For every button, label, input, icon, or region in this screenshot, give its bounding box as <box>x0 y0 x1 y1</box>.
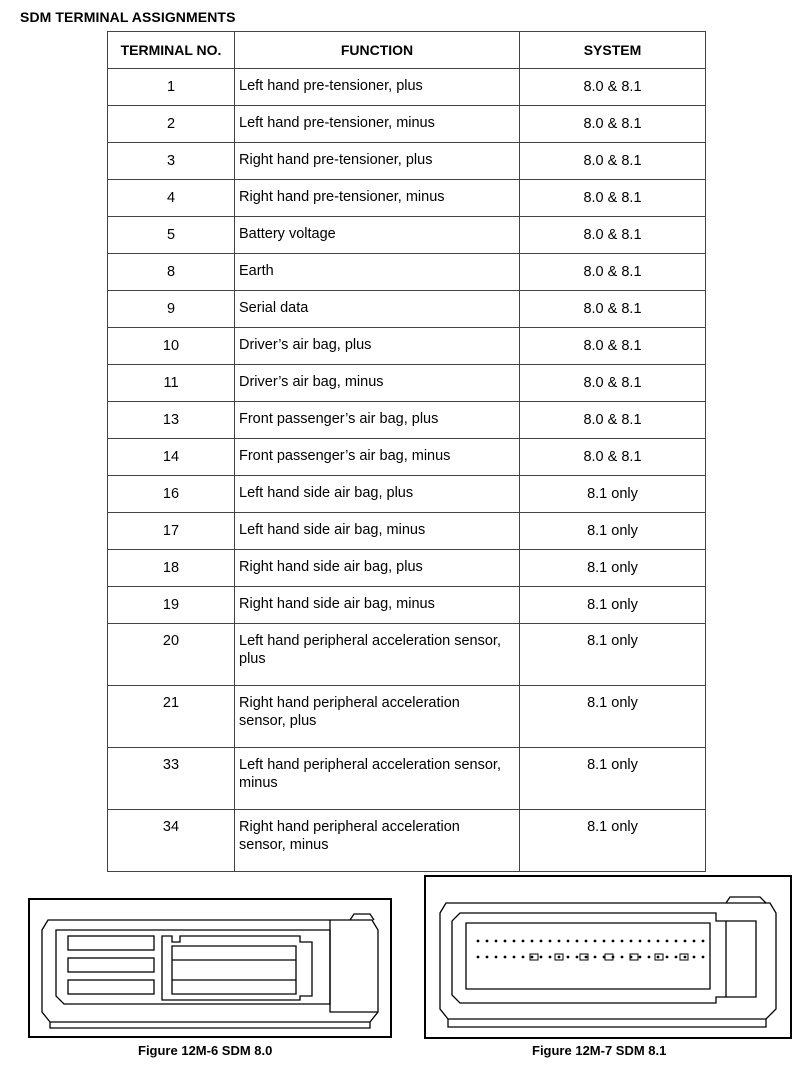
table-row <box>108 69 706 106</box>
cell-function: Earth <box>235 254 520 291</box>
cell-system: 8.0 & 8.1 <box>520 291 706 328</box>
cell-terminal: 13 <box>108 402 235 439</box>
pin-dot <box>648 940 651 943</box>
pin-dot <box>522 940 525 943</box>
cell-system: 8.0 & 8.1 <box>520 402 706 439</box>
cell-function: Right hand side air bag, plus <box>235 550 520 587</box>
pin-dot <box>693 956 696 959</box>
pin-dot <box>495 956 498 959</box>
cell-terminal: 3 <box>108 143 235 180</box>
pin-dot <box>594 940 597 943</box>
cell-terminal: 4 <box>108 180 235 217</box>
pin-dot <box>540 940 543 943</box>
cell-function: Right hand pre-tensioner, minus <box>235 180 520 217</box>
page-title: SDM TERMINAL ASSIGNMENTS <box>20 9 236 25</box>
cell-function: Left hand pre-tensioner, minus <box>235 106 520 143</box>
pin-dot <box>684 956 687 959</box>
pin-dot <box>504 956 507 959</box>
cell-terminal: 1 <box>108 69 235 106</box>
table-row <box>108 439 706 476</box>
cell-function: Left hand peripheral acceleration sensor, minus <box>235 748 520 810</box>
pin-dot <box>684 940 687 943</box>
table-row <box>108 217 706 254</box>
table-row <box>108 587 706 624</box>
cell-terminal: 21 <box>108 686 235 748</box>
pin-dot <box>567 956 570 959</box>
terminal-assignments-table <box>107 31 706 872</box>
pin-dot <box>657 956 660 959</box>
cell-terminal: 33 <box>108 748 235 810</box>
cell-system: 8.1 only <box>520 810 706 872</box>
cell-terminal: 5 <box>108 217 235 254</box>
cell-system: 8.0 & 8.1 <box>520 69 706 106</box>
table-row <box>108 180 706 217</box>
pin-dot <box>558 940 561 943</box>
cell-function: Driver’s air bag, minus <box>235 365 520 402</box>
pin-dot <box>657 940 660 943</box>
cell-system: 8.0 & 8.1 <box>520 328 706 365</box>
pin-dot <box>576 940 579 943</box>
sdm-8-1-connector-drawing <box>426 877 790 1037</box>
cell-function: Right hand side air bag, minus <box>235 587 520 624</box>
cell-terminal: 16 <box>108 476 235 513</box>
pin-dot <box>603 940 606 943</box>
figure-12m-7-caption: Figure 12M-7 SDM 8.1 <box>532 1043 667 1058</box>
table-row <box>108 624 706 686</box>
cell-terminal: 9 <box>108 291 235 328</box>
pin-dot <box>486 956 489 959</box>
cell-system: 8.1 only <box>520 587 706 624</box>
cell-system: 8.0 & 8.1 <box>520 180 706 217</box>
pin-dot <box>693 940 696 943</box>
cell-system: 8.1 only <box>520 550 706 587</box>
cell-terminal: 17 <box>108 513 235 550</box>
table-row <box>108 291 706 328</box>
cell-system: 8.1 only <box>520 476 706 513</box>
table-row <box>108 328 706 365</box>
pin-dot <box>486 940 489 943</box>
cell-function: Right hand peripheral acceleration sensor, minus <box>235 810 520 872</box>
figure-12m-6-caption: Figure 12M-6 SDM 8.0 <box>138 1043 273 1058</box>
pin-dot <box>675 940 678 943</box>
table-row <box>108 550 706 587</box>
cell-system: 8.0 & 8.1 <box>520 217 706 254</box>
pin-dot <box>477 940 480 943</box>
header-system: SYSTEM <box>520 32 706 69</box>
cell-system: 8.0 & 8.1 <box>520 106 706 143</box>
cell-function: Front passenger’s air bag, minus <box>235 439 520 476</box>
cell-terminal: 19 <box>108 587 235 624</box>
pin-dot <box>531 940 534 943</box>
pin-dot <box>594 956 597 959</box>
cell-terminal: 11 <box>108 365 235 402</box>
cell-system: 8.0 & 8.1 <box>520 439 706 476</box>
cell-function: Left hand side air bag, minus <box>235 513 520 550</box>
cell-system: 8.1 only <box>520 748 706 810</box>
cell-function: Front passenger’s air bag, plus <box>235 402 520 439</box>
table-row <box>108 513 706 550</box>
pin-dot <box>531 956 534 959</box>
table-row <box>108 476 706 513</box>
table-row <box>108 365 706 402</box>
table-row <box>108 686 706 748</box>
table-row <box>108 402 706 439</box>
pin-dot <box>621 956 624 959</box>
pin-dot <box>612 940 615 943</box>
pin-dot <box>648 956 651 959</box>
table-header-row <box>108 32 706 69</box>
pin-dot <box>504 940 507 943</box>
pin-dot <box>621 940 624 943</box>
pin-dot <box>666 940 669 943</box>
cell-function: Left hand pre-tensioner, plus <box>235 69 520 106</box>
figure-sdm-8-0 <box>28 898 392 1038</box>
pin-dot <box>585 940 588 943</box>
cell-terminal: 20 <box>108 624 235 686</box>
pin-dot <box>558 956 561 959</box>
table-row <box>108 254 706 291</box>
pin-dot <box>639 940 642 943</box>
cell-function: Right hand peripheral acceleration sensor, plus <box>235 686 520 748</box>
cell-system: 8.0 & 8.1 <box>520 143 706 180</box>
cell-terminal: 34 <box>108 810 235 872</box>
table-row <box>108 106 706 143</box>
header-function: FUNCTION <box>235 32 520 69</box>
pin-dot <box>666 956 669 959</box>
sdm-8-0-connector-drawing <box>30 900 390 1036</box>
pin-dot <box>639 956 642 959</box>
cell-terminal: 14 <box>108 439 235 476</box>
cell-system: 8.1 only <box>520 686 706 748</box>
pin-dot <box>513 940 516 943</box>
pin-dot <box>675 956 678 959</box>
cell-terminal: 2 <box>108 106 235 143</box>
cell-terminal: 10 <box>108 328 235 365</box>
cell-system: 8.0 & 8.1 <box>520 254 706 291</box>
pin-dot <box>513 956 516 959</box>
header-terminal: TERMINAL NO. <box>108 32 235 69</box>
pin-dot <box>477 956 480 959</box>
cell-system: 8.1 only <box>520 624 706 686</box>
pin-dot <box>702 956 705 959</box>
table-row <box>108 143 706 180</box>
cell-system: 8.1 only <box>520 513 706 550</box>
pin-dot <box>540 956 543 959</box>
pin-dot <box>549 956 552 959</box>
cell-terminal: 8 <box>108 254 235 291</box>
pin-dot <box>585 956 588 959</box>
cell-function: Right hand pre-tensioner, plus <box>235 143 520 180</box>
cell-terminal: 18 <box>108 550 235 587</box>
cell-function: Battery voltage <box>235 217 520 254</box>
cell-function: Serial data <box>235 291 520 328</box>
pin-dot <box>495 940 498 943</box>
table-row <box>108 810 706 872</box>
cell-function: Driver’s air bag, plus <box>235 328 520 365</box>
pin-dot <box>522 956 525 959</box>
pin-dot <box>549 940 552 943</box>
cell-system: 8.0 & 8.1 <box>520 365 706 402</box>
pin-dot <box>576 956 579 959</box>
figure-sdm-8-1 <box>424 875 792 1039</box>
cell-function: Left hand side air bag, plus <box>235 476 520 513</box>
pin-dot <box>702 940 705 943</box>
table-row <box>108 748 706 810</box>
cell-function: Left hand peripheral acceleration sensor, plus <box>235 624 520 686</box>
pin-dot <box>630 940 633 943</box>
pin-dot <box>567 940 570 943</box>
pin-rows <box>477 940 705 960</box>
